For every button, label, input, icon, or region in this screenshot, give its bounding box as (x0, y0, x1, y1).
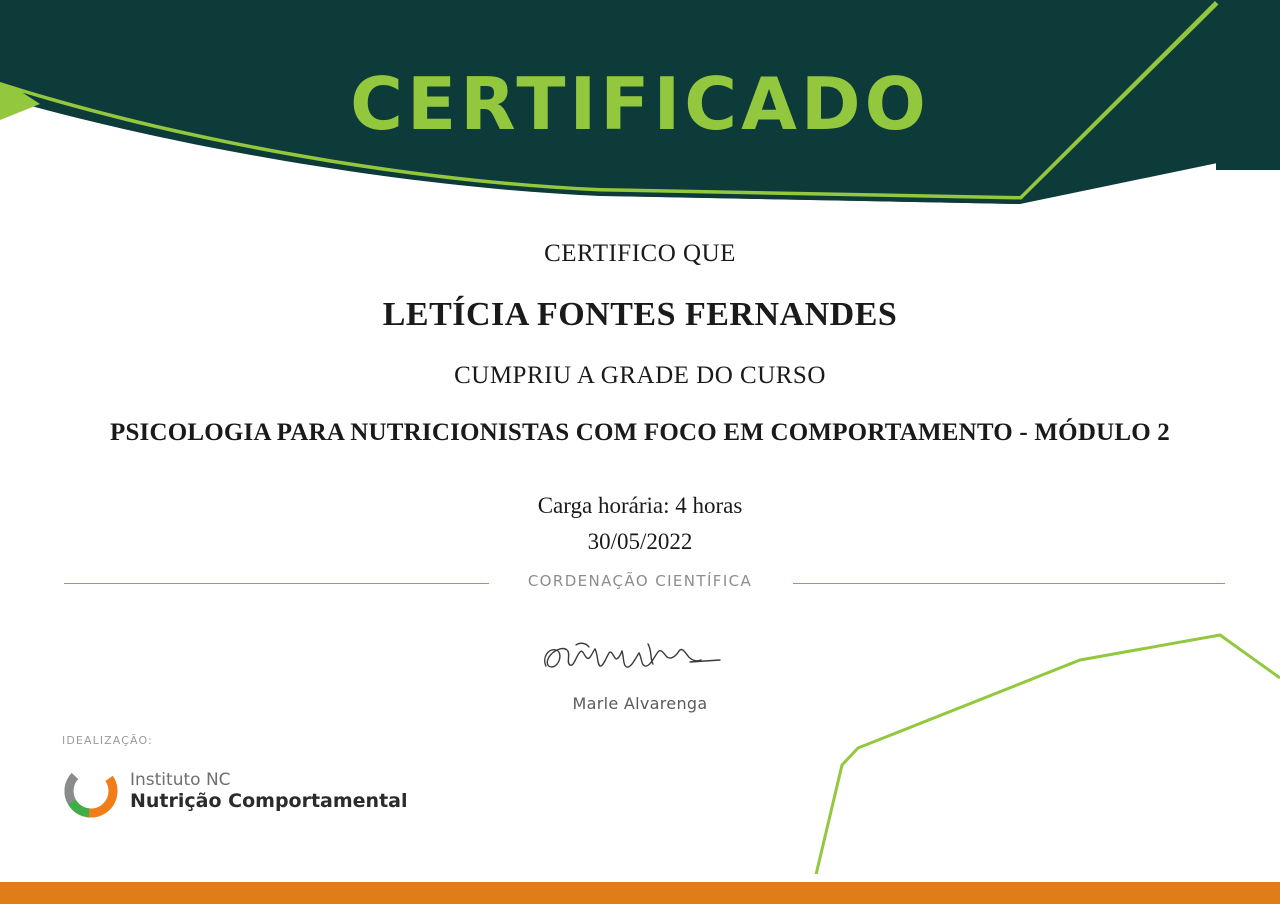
certificate-body (0, 232, 1280, 555)
issue-date: 30/05/2022 (587, 529, 693, 554)
decorative-green-line (780, 600, 1280, 900)
logo-ring-icon (62, 762, 120, 820)
coordination-label: CORDENAÇÃO CIENTÍFICA (527, 572, 753, 590)
completion-line: CUMPRIU A GRADE DO CURSO (454, 362, 826, 389)
footer-gap (0, 874, 1280, 882)
institute-line-1: Instituto NC (130, 769, 231, 790)
footer-bar (0, 882, 1280, 904)
institute-name (130, 770, 408, 812)
recipient-name: LETÍCIA FONTES FERNANDES (382, 296, 898, 333)
idealization-label: IDEALIZAÇÃO: (62, 734, 153, 747)
intro-line: CERTIFICO QUE (544, 240, 736, 267)
institute-line-2: Nutrição Comportamental (130, 789, 408, 812)
workload-line: Carga horária: 4 horas (537, 493, 743, 518)
signature-icon (540, 636, 750, 678)
coordination-row (0, 572, 1280, 596)
institute-logo (62, 762, 408, 820)
certificate-title: CERTIFICADO (350, 62, 930, 146)
signer-name: Marle Alvarenga (572, 694, 708, 713)
course-name: PSICOLOGIA PARA NUTRICIONISTAS COM FOCO EM COMPORTAMENTO - MÓDULO 2 (109, 419, 1171, 446)
